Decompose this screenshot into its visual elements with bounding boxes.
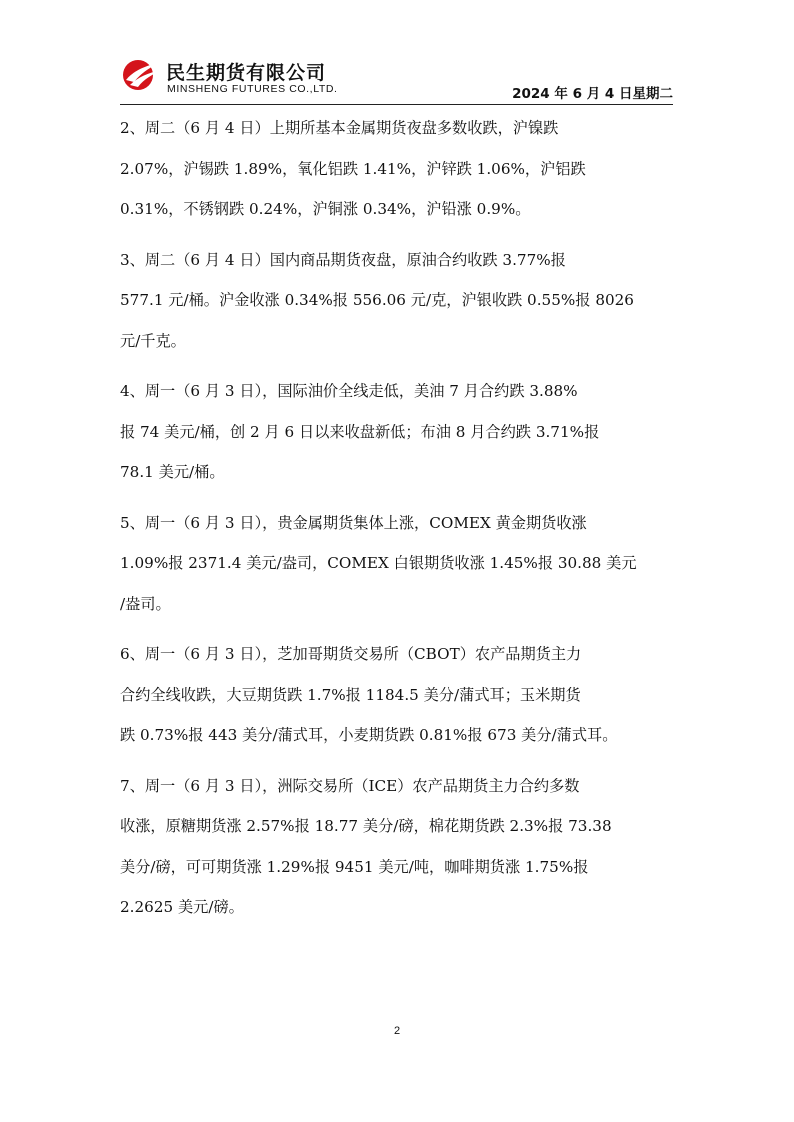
news-item: 5、周一（6 月 3 日），贵金属期货集体上涨，COMEX 黄金期货收涨 1.09%报 2371.4 美元/盎司，COMEX 白银期货收涨 1.45%报 30.88 美元 /盎司。 <box>120 513 637 613</box>
minsheng-logo-icon <box>120 56 162 92</box>
company-name-cn: 民生期货有限公司 <box>166 62 327 84</box>
news-item: 2、周二（6 月 4 日）上期所基本金属期货夜盘多数收跌，沪镍跌 2.07%，沪锡跌 1.89%，氧化铝跌 1.41%，沪锌跌 1.06%，沪铝跌 0.31%，不锈钢跌 0.24%，沪铜涨 0.34%，沪铅涨 0.9%。 <box>120 119 586 218</box>
news-item: 4、周一（6 月 3 日），国际油价全线走低，美油 7 月合约跌 3.88% 报 74 美元/桶，创 2 月 6 日以来收盘新低；布油 8 月合约跌 3.71%报 78.1 美元/桶。 <box>120 382 600 481</box>
company-logo <box>120 54 370 98</box>
news-item: 6、周一（6 月 3 日），芝加哥期货交易所（CBOT）农产品期货主力 合约全线收跌，大豆期货跌 1.7%报 1184.5 美分/蒲式耳；玉米期货 跌 0.73%报 443 美分/蒲式耳，小麦期货跌 0.81%报 673 美分/蒲式耳。 <box>120 645 618 744</box>
news-item: 7、周一（6 月 3 日），洲际交易所（ICE）农产品期货主力合约多数 收涨，原糖期货涨 2.57%报 18.77 美分/磅，棉花期货跌 2.3%报 73.38 美分/磅，可可期货涨 1.29%报 9451 美元/吨，咖啡期货涨 1.75%报 2.2625 美元/磅。 <box>120 776 612 916</box>
report-date: 2024 年 6 月 4 日星期二 <box>512 86 673 102</box>
company-name-en: MINSHENG FUTURES CO.,LTD. <box>167 83 338 95</box>
news-list <box>120 108 676 938</box>
page-header <box>120 52 673 104</box>
page-number: 2 <box>393 1025 401 1037</box>
header-divider <box>120 104 673 105</box>
news-item: 3、周二（6 月 4 日）国内商品期货夜盘，原油合约收跌 3.77%报 577.1 元/桶。沪金收涨 0.34%报 556.06 元/克，沪银收跌 0.55%报 8026 元/千克。 <box>120 250 634 350</box>
